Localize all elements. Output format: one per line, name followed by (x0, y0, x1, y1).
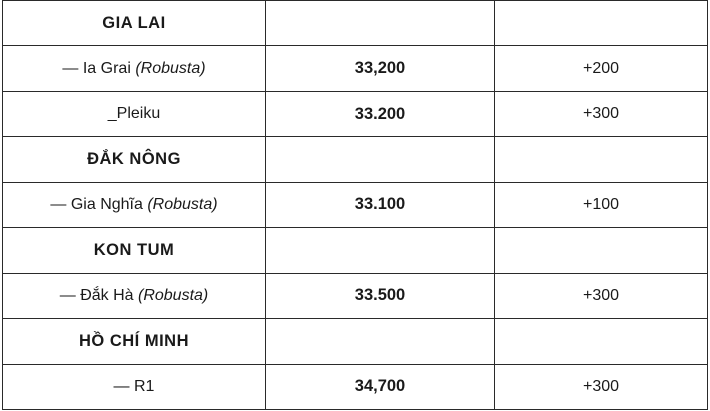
region-name-cell (3, 228, 266, 273)
empty-change-cell (495, 1, 708, 46)
location-cell (3, 46, 266, 91)
change-cell (495, 182, 708, 227)
location-cell (3, 364, 266, 410)
price-cell (266, 46, 495, 91)
region-name-cell (3, 319, 266, 364)
price-value: 33.500 (354, 286, 406, 305)
change-value: +300 (582, 377, 620, 395)
change-value: +100 (582, 195, 620, 213)
change-cell (495, 91, 708, 136)
table-row (3, 91, 708, 136)
price-value: 33.200 (354, 104, 406, 123)
change-value: +300 (582, 105, 620, 123)
price-value: 34,700 (354, 377, 406, 396)
variety-label: (Robusta) (138, 286, 209, 304)
table-row (3, 273, 708, 318)
price-cell (266, 91, 495, 136)
region-name-cell (3, 137, 266, 182)
region-name: KON TUM (93, 240, 175, 259)
change-cell (495, 364, 708, 410)
empty-price-cell (266, 228, 495, 273)
location-name: — R1 (113, 377, 155, 395)
region-name-cell (3, 1, 266, 46)
price-cell (266, 364, 495, 410)
region-row-gia-lai (3, 1, 708, 46)
change-value: +200 (582, 59, 620, 77)
coffee-price-table (2, 0, 708, 410)
table-row (3, 182, 708, 227)
empty-price-cell (266, 137, 495, 182)
empty-price-cell (266, 1, 495, 46)
price-value: 33,200 (354, 59, 406, 78)
empty-change-cell (495, 137, 708, 182)
empty-change-cell (495, 319, 708, 364)
region-name: GIA LAI (102, 13, 166, 32)
location-name: _Pleiku (107, 105, 161, 123)
variety-label: (Robusta) (147, 195, 218, 213)
region-row-dak-nong (3, 137, 708, 182)
location-name: — Ia Grai (62, 59, 131, 77)
region-name: ĐẮK NÔNG (87, 150, 181, 169)
location-cell (3, 91, 266, 136)
price-cell (266, 273, 495, 318)
table-row (3, 364, 708, 410)
price-cell (266, 182, 495, 227)
change-cell (495, 273, 708, 318)
change-cell (495, 46, 708, 91)
price-value: 33.100 (354, 195, 406, 214)
region-row-ho-chi-minh (3, 319, 708, 364)
location-name: — Gia Nghĩa (50, 195, 143, 213)
empty-price-cell (266, 319, 495, 364)
empty-change-cell (495, 228, 708, 273)
table-row (3, 46, 708, 91)
region-name: HỒ CHÍ MINH (79, 331, 189, 350)
location-cell (3, 273, 266, 318)
change-value: +300 (582, 286, 620, 304)
location-name: — Đắk Hà (59, 286, 134, 304)
location-cell (3, 182, 266, 227)
variety-label: (Robusta) (135, 59, 206, 77)
region-row-kon-tum (3, 228, 708, 273)
